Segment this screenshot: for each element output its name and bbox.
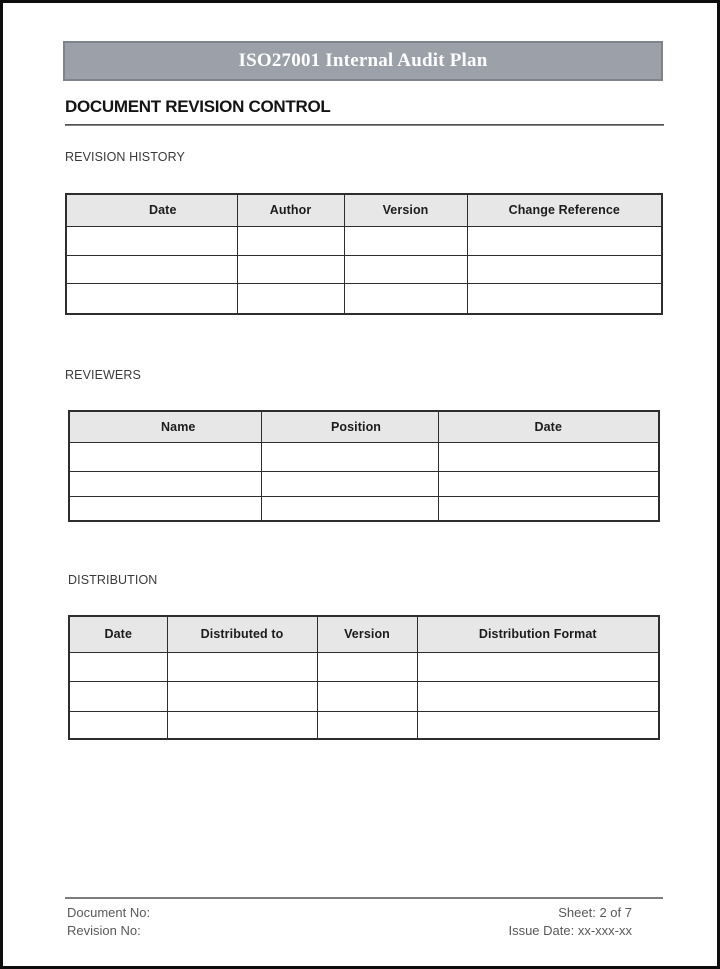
column-header-date: Date	[69, 616, 167, 652]
table-cell[interactable]	[237, 226, 344, 255]
table-cell[interactable]	[438, 471, 659, 496]
table-cell[interactable]	[467, 226, 662, 255]
table-header-row	[69, 616, 659, 652]
revision-history-table	[65, 193, 663, 315]
column-header-name: Name	[69, 411, 261, 442]
table-cell[interactable]	[66, 283, 237, 314]
table-cell[interactable]	[417, 652, 659, 681]
table-row	[69, 471, 659, 496]
footer-document-no: Document No:	[67, 905, 151, 920]
section-heading-revision-history: REVISION HISTORY	[65, 150, 185, 164]
table-cell[interactable]	[167, 711, 317, 739]
table-row	[66, 226, 662, 255]
table-row	[69, 652, 659, 681]
table-row	[69, 496, 659, 521]
column-header-version: Version	[344, 194, 467, 226]
table-cell[interactable]	[69, 681, 167, 711]
column-header-date: Date	[438, 411, 659, 442]
table-cell[interactable]	[344, 255, 467, 283]
table-cell[interactable]	[167, 681, 317, 711]
heading-underline	[65, 124, 664, 126]
document-title-banner	[63, 41, 663, 81]
table-cell[interactable]	[69, 442, 261, 471]
table-cell[interactable]	[69, 711, 167, 739]
table-cell[interactable]	[167, 652, 317, 681]
table-cell[interactable]	[344, 283, 467, 314]
footer-divider	[65, 897, 663, 899]
distribution-table	[68, 615, 660, 740]
table-cell[interactable]	[317, 681, 417, 711]
table-cell[interactable]	[261, 442, 438, 471]
table-cell[interactable]	[66, 226, 237, 255]
footer-issue-date: Issue Date: xx-xxx-xx	[508, 923, 632, 938]
column-header-position: Position	[261, 411, 438, 442]
table-row	[66, 283, 662, 314]
table-cell[interactable]	[261, 496, 438, 521]
footer-revision-no: Revision No:	[67, 923, 141, 938]
table-cell[interactable]	[417, 681, 659, 711]
footer-sheet-number: Sheet: 2 of 7	[558, 905, 632, 920]
footer-left-block	[67, 904, 150, 940]
table-cell[interactable]	[69, 471, 261, 496]
table-cell[interactable]	[417, 711, 659, 739]
table-cell[interactable]	[237, 255, 344, 283]
table-header-row	[66, 194, 662, 226]
column-header-change-reference: Change Reference	[467, 194, 662, 226]
table-row	[69, 711, 659, 739]
table-cell[interactable]	[69, 496, 261, 521]
table-row	[69, 442, 659, 471]
table-cell[interactable]	[344, 226, 467, 255]
table-row	[69, 681, 659, 711]
page-heading: DOCUMENT REVISION CONTROL	[65, 97, 331, 116]
table-header-row	[69, 411, 659, 442]
table-cell[interactable]	[467, 255, 662, 283]
table-row	[66, 255, 662, 283]
table-cell[interactable]	[317, 652, 417, 681]
table-cell[interactable]	[261, 471, 438, 496]
table-cell[interactable]	[69, 652, 167, 681]
column-header-date: Date	[66, 194, 237, 226]
section-heading-distribution: DISTRIBUTION	[68, 573, 158, 587]
column-header-version: Version	[317, 616, 417, 652]
table-cell[interactable]	[237, 283, 344, 314]
document-title: ISO27001 Internal Audit Plan	[238, 50, 488, 71]
column-header-author: Author	[237, 194, 344, 226]
section-heading-reviewers: REVIEWERS	[65, 368, 141, 382]
table-cell[interactable]	[467, 283, 662, 314]
table-cell[interactable]	[438, 442, 659, 471]
table-cell[interactable]	[66, 255, 237, 283]
table-cell[interactable]	[317, 711, 417, 739]
column-header-distributed-to: Distributed to	[167, 616, 317, 652]
footer-right-block	[508, 904, 632, 940]
reviewers-table	[68, 410, 660, 522]
table-cell[interactable]	[438, 496, 659, 521]
column-header-distribution-format: Distribution Format	[417, 616, 659, 652]
